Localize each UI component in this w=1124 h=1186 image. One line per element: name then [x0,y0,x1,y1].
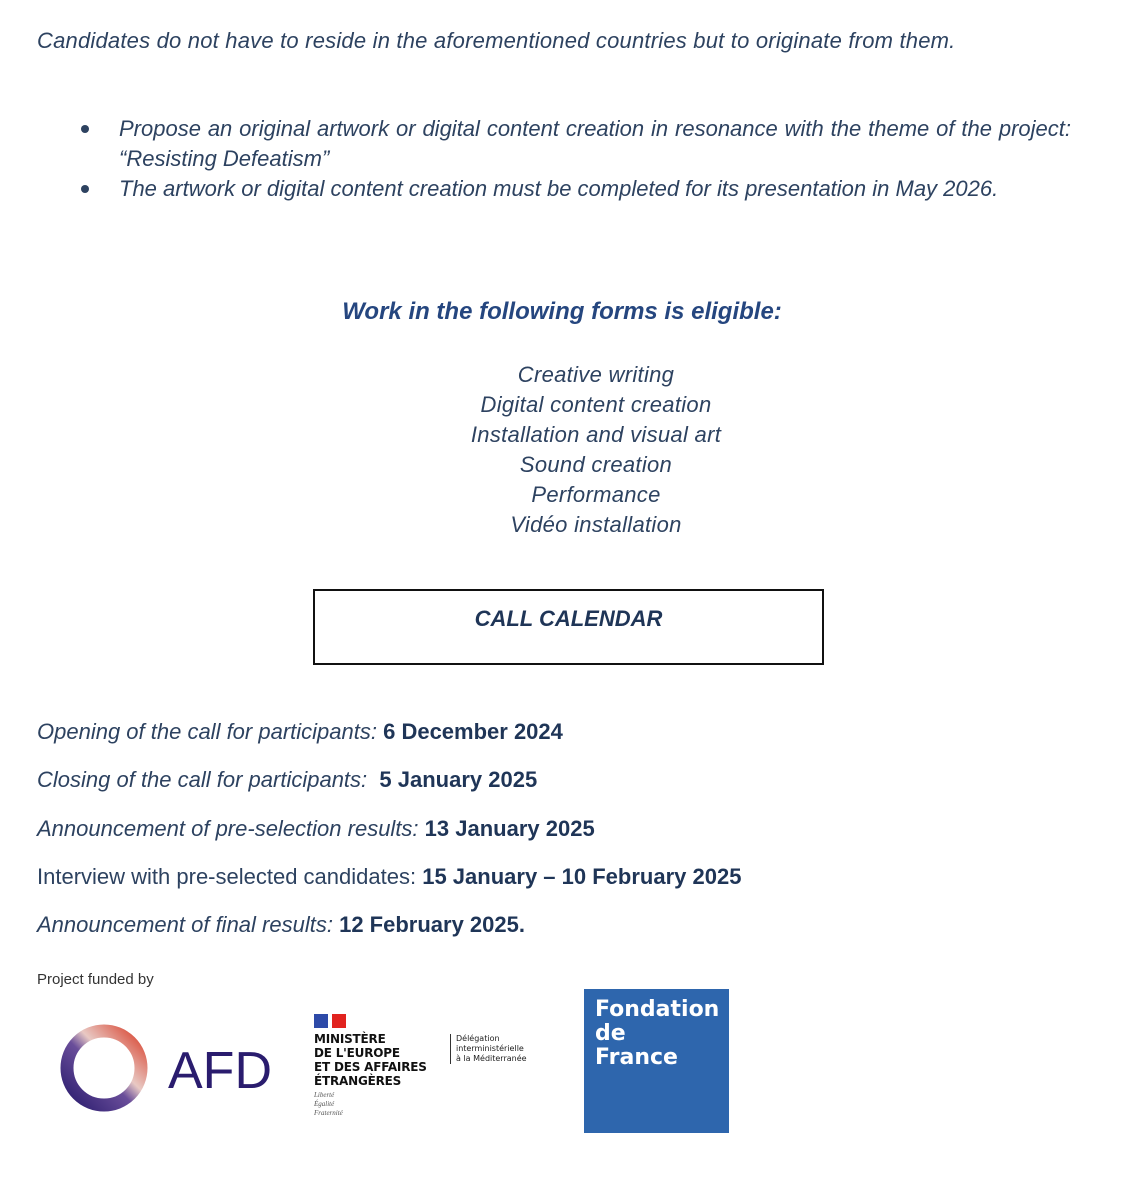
form-item: Creative writing [517,362,675,387]
calendar-date: 6 December 2024 [383,719,563,744]
calendar-item [37,708,741,756]
requirement-text: The artwork or digital content creation must be completed for its presentation in May 2026. [119,176,999,201]
fondation-line: France [595,1045,678,1070]
calendar-item [37,853,741,901]
delegation-line: Délégation [456,1034,500,1043]
calendar-label: Opening of the call for participants: [37,719,377,744]
fondation-line: de [595,1021,626,1046]
calendar-date: 15 January – 10 February 2025 [422,863,742,889]
calendar-label: Announcement of pre-selection results: [37,815,419,841]
form-item: Digital content creation [480,392,712,417]
bullet-icon [81,125,89,133]
calendar-item [37,901,741,949]
call-calendar-title: CALL CALENDAR [474,606,663,631]
intro-paragraph: Candidates do not have to reside in the aforementioned countries but to originate from them. [37,28,956,53]
bullet-icon [81,185,89,193]
ministry-line: ET DES AFFAIRES [314,1060,427,1074]
ministry-logo [314,1014,434,1118]
eligible-heading: Work in the following forms is eligible: [342,298,782,325]
calendar-label: Interview with pre-selected candidates: [37,863,417,889]
ministry-line: DE L'EUROPE [314,1046,400,1060]
ministry-line: MINISTÈRE [314,1032,386,1046]
fondation-line: Fondation [595,997,720,1022]
afd-logo-text: AFD [168,1042,272,1100]
requirements-list [37,114,1071,204]
calendar-dates-list [37,708,741,949]
funded-by-label: Project funded by [37,971,154,988]
form-item: Performance [531,482,661,507]
calendar-item [37,805,741,853]
ministry-name [314,1032,434,1088]
ministry-line: ÉTRANGÈRES [314,1074,402,1088]
calendar-label: Announcement of final results: [37,912,333,938]
motto-line: Fraternité [314,1109,343,1117]
calendar-date: 5 January 2025 [379,767,538,793]
ministry-motto [314,1091,434,1118]
calendar-date: 13 January 2025 [424,815,595,841]
motto-line: Liberté [314,1091,335,1099]
delegation-line: interministérielle [456,1044,524,1053]
requirement-item [37,174,1071,204]
form-item: Installation and visual art [470,422,722,447]
fondation-de-france-logo [584,989,729,1133]
afd-logo [58,1022,288,1114]
requirement-text: Propose an original artwork or digital content creation in resonance with the theme of the project: “Resisting Defeatism” [119,116,1071,171]
delegation-line: à la Méditerranée [456,1054,527,1063]
calendar-date: 12 February 2025. [339,912,525,938]
eligible-forms-list [0,360,1124,540]
marianne-flag-icon [314,1014,434,1028]
fondation-logo-text [595,998,719,1070]
call-calendar-box [313,589,824,665]
delegation-logo [450,1034,527,1064]
calendar-item [37,756,741,804]
form-item: Vidéo installation [510,512,682,537]
form-item: Sound creation [519,452,673,477]
motto-line: Égalité [314,1100,335,1108]
requirement-item [37,114,1071,174]
afd-ring-icon [58,1022,288,1114]
calendar-label: Closing of the call for participants: [37,767,374,793]
